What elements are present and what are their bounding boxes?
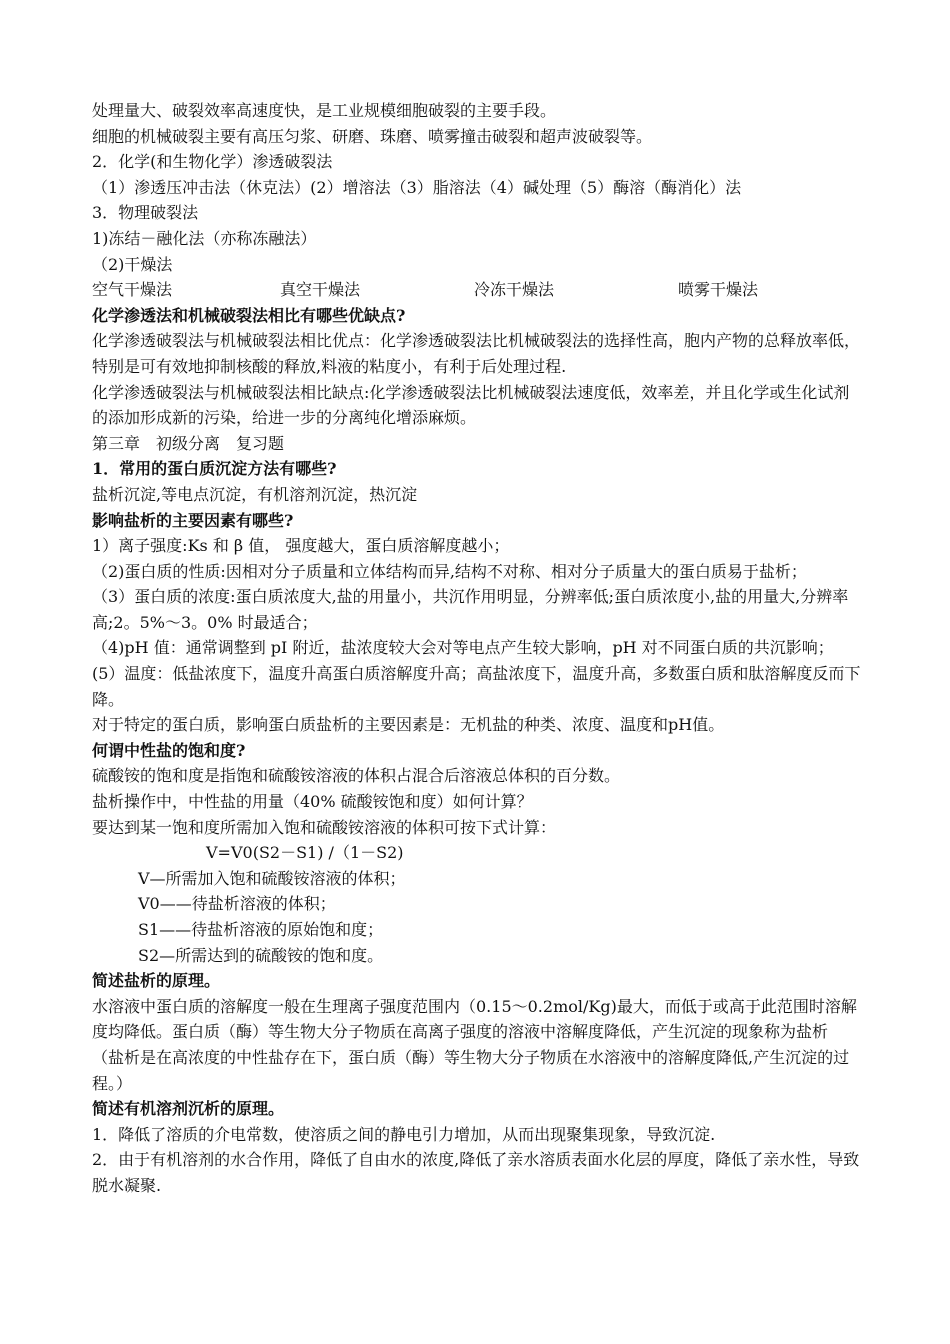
factor-item: (5）温度：低盐浓度下，温度升高蛋白质溶解度升高；高盐浓度下，温度升高，多数蛋白质和肽溶解度反而下降。 — [92, 664, 861, 709]
question-heading: 化学渗透法和机械破裂法相比有哪些优缺点? — [92, 305, 406, 325]
formula-variable: S2—所需达到的硫酸铵的饱和度。 — [138, 945, 384, 965]
list-item: 2．由于有机溶剂的水合作用，降低了自由水的浓度,降低了亲水溶质表面水化层的厚度，降低了亲水性，导致脱水凝聚. — [92, 1150, 860, 1195]
chapter-title: 第三章 初级分离 复习题 — [92, 433, 285, 453]
paragraph: 水溶液中蛋白质的溶解度一般在生理离子强度范围内（0.15～0.2mol/Kg)最大，而低于或高于此范围时溶解度均降低。蛋白质（酶）等生物大分子物质在高离子强度的溶液中溶解度降低，产生沉淀的现象称为盐析 — [92, 996, 857, 1042]
text-line: 1)冻结－融化法（亦称冻融法） — [92, 228, 317, 248]
drying-method: 冷冻干燥法 — [474, 280, 555, 300]
question-heading: 简述盐析的原理。 — [92, 971, 221, 991]
factor-item: 1）离子强度:Ks 和 β 值， 强度越大，蛋白质溶解度越小； — [92, 536, 510, 556]
section-heading: 2．化学(和生物化学）渗透破裂法 — [92, 152, 333, 172]
section-heading: 3．物理破裂法 — [92, 203, 199, 223]
document-page — [92, 98, 862, 1199]
drying-methods-row — [92, 277, 862, 303]
factor-item: （3）蛋白质的浓度:蛋白质浓度大,盐的用量小，共沉作用明显，分辨率低;蛋白质浓度小,盐的用量大,分辨率高;2。5%～3。0% 时最适合； — [92, 587, 849, 632]
text-line: （1）渗透压冲击法（休克法）(2）增溶法（3）脂溶法（4）碱处理（5）酶溶（酶消化）法 — [92, 177, 742, 197]
drying-method: 喷雾干燥法 — [678, 280, 759, 300]
text-line: 细胞的机械破裂主要有高压匀浆、研磨、珠磨、喷雾撞击破裂和超声波破裂等。 — [92, 126, 653, 146]
formula-variable: S1——待盐析溶液的原始饱和度； — [138, 920, 384, 939]
text-line: 盐析操作中，中性盐的用量（40% 硫酸铵饱和度）如何计算？ — [92, 792, 533, 812]
factor-item: （4)pH 值：通常调整到 pI 附近，盐浓度较大会对等电点产生较大影响，pH 对不同蛋白质的共沉影响； — [92, 638, 834, 658]
paragraph: （盐析是在高浓度的中性盐存在下，蛋白质（酶）等生物大分子物质在水溶液中的溶解度降低,产生沉淀的过程。） — [92, 1047, 850, 1093]
list-item: 1．降低了溶质的介电常数，使溶质之间的静电引力增加，从而出现聚集现象，导致沉淀. — [92, 1124, 716, 1144]
text-line: 硫酸铵的饱和度是指饱和硫酸铵溶液的体积占混合后溶液总体积的百分数。 — [92, 766, 621, 786]
formula-variable: V—所需加入饱和硫酸铵溶液的体积； — [138, 868, 406, 888]
paragraph: 化学渗透破裂法与机械破裂法相比缺点:化学渗透破裂法比机械破裂法速度低，效率差，并且化学或生化试剂的添加形成新的污染，给进一步的分离纯化增添麻烦。 — [92, 382, 850, 428]
text-line: （2)干燥法 — [92, 254, 173, 274]
paragraph: 化学渗透破裂法与机械破裂法相比优点：化学渗透破裂法比机械破裂法的选择性高，胞内产物的总释放率低，特别是可有效地抑制核酸的释放,料液的粘度小，有利于后处理过程. — [92, 331, 861, 376]
formula: V=V0(S2－S1) /（1－S2) — [206, 843, 404, 863]
text-line: 处理量大、破裂效率高速度快，是工业规模细胞破裂的主要手段。 — [92, 101, 557, 120]
drying-method: 真空干燥法 — [280, 280, 361, 300]
factor-item: （2)蛋白质的性质:因相对分子质量和立体结构而异,结构不对称、相对分子质量大的蛋白质易于盐析； — [92, 561, 807, 581]
text-line: 对于特定的蛋白质，影响蛋白质盐析的主要因素是：无机盐的种类、浓度、温度和pH值。 — [92, 715, 725, 735]
formula-variable: V0——待盐析溶液的体积； — [138, 894, 336, 914]
question-heading: 何谓中性盐的饱和度? — [92, 740, 246, 760]
text-line: 要达到某一饱和度所需加入饱和硫酸铵溶液的体积可按下式计算： — [92, 817, 557, 837]
drying-method: 空气干燥法 — [92, 280, 173, 300]
answer-line: 盐析沉淀,等电点沉淀，有机溶剂沉淀，热沉淀 — [92, 484, 418, 504]
question-heading: 1．常用的蛋白质沉淀方法有哪些? — [92, 459, 337, 479]
question-heading: 影响盐析的主要因素有哪些? — [92, 510, 294, 530]
question-heading: 简述有机溶剂沉析的原理。 — [92, 1099, 285, 1119]
